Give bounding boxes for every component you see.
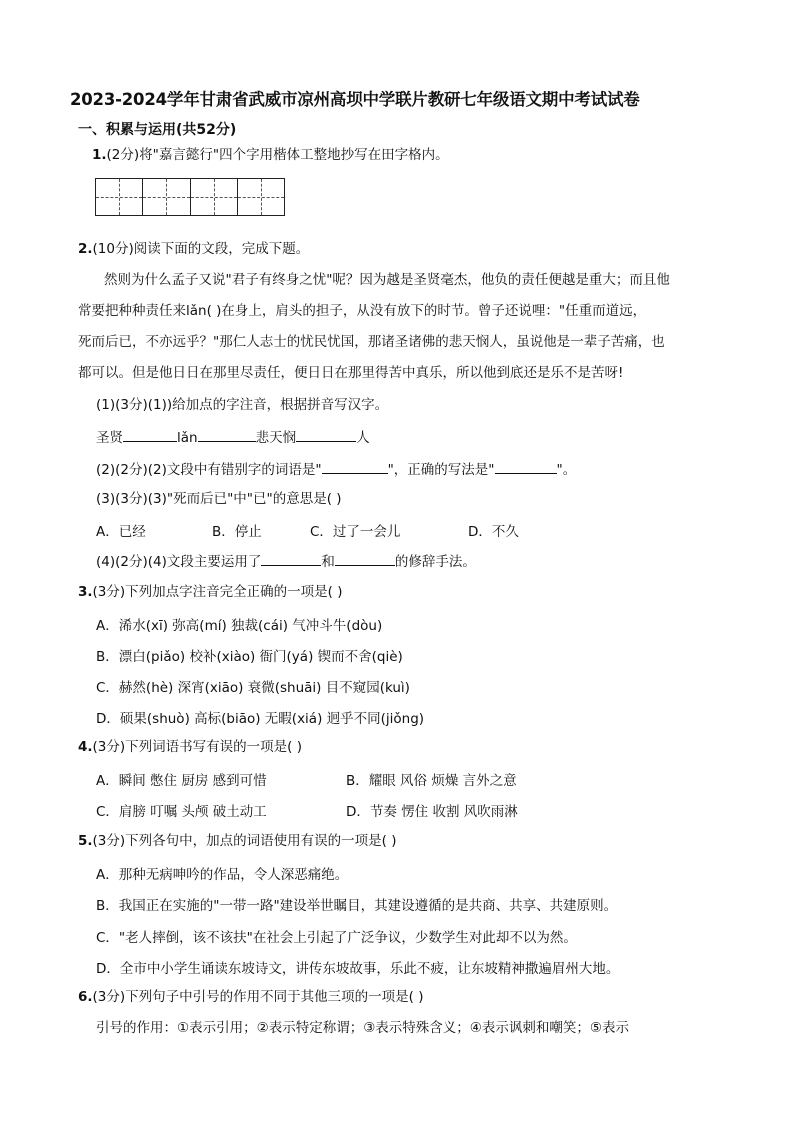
sub-question-2 bbox=[96, 459, 576, 479]
question-4 bbox=[78, 738, 302, 756]
option-a[interactable]: A．已经 bbox=[96, 524, 146, 540]
option-d[interactable]: D．不久 bbox=[468, 524, 519, 540]
question-text: (3分)下列加点字注音完全正确的一项是( ) bbox=[92, 584, 343, 600]
sub-question-3: (3)(3分)(3)"死而后已"中"已"的意思是( ) bbox=[96, 491, 342, 507]
sub-question-1-fill bbox=[96, 427, 370, 447]
sub-question-text: "，正确的写法是" bbox=[387, 462, 495, 478]
fill-word: 人 bbox=[356, 430, 370, 446]
answer-blank[interactable] bbox=[495, 459, 557, 474]
section-heading: 一、积累与运用(共52分) bbox=[78, 122, 237, 138]
option-b[interactable]: B．漂白(piǎo) 校补(xiào) 衙门(yá) 锲而不舍(qiè) bbox=[96, 649, 403, 665]
question-text: (3分)下列词语书写有误的一项是( ) bbox=[92, 739, 302, 755]
grid-cell[interactable] bbox=[191, 179, 238, 215]
question-6 bbox=[78, 988, 423, 1006]
question-number: 5. bbox=[78, 833, 93, 849]
option-c[interactable]: C．"老人摔倒，该不该扶"在社会上引起了广泛争议，少数学生对此却不以为然。 bbox=[96, 930, 577, 946]
question-1 bbox=[92, 146, 449, 164]
grid-cell[interactable] bbox=[96, 179, 143, 215]
question-text: (3分)下列句子中引号的作用不同于其他三项的一项是( ) bbox=[92, 989, 424, 1005]
question-number: 6. bbox=[78, 989, 93, 1005]
fill-word: 圣贤 bbox=[96, 430, 123, 446]
question-5 bbox=[78, 832, 396, 850]
option-c[interactable]: C．肩膀 叮嘱 头颅 破土动工 bbox=[96, 804, 267, 820]
passage-line: 常要把种种责任来lǎn( )在身上，肩头的担子，从没有放下的时节。曾子还说哩："任重而道远， bbox=[78, 303, 647, 319]
sub-question-text: "。 bbox=[556, 462, 577, 478]
question-text: (3分)下列各句中，加点的词语使用有误的一项是( ) bbox=[92, 833, 397, 849]
grid-cell[interactable] bbox=[238, 179, 284, 215]
answer-blank[interactable] bbox=[322, 459, 388, 474]
sub-question-text: 的修辞手法。 bbox=[394, 554, 476, 570]
option-b[interactable]: B．停止 bbox=[212, 524, 262, 540]
option-a[interactable]: A．浠水(xī) 弥高(mí) 独裁(cái) 气冲斗牛(dòu) bbox=[96, 618, 383, 634]
question-number: 1. bbox=[92, 147, 107, 163]
grid-cell[interactable] bbox=[143, 179, 190, 215]
answer-blank[interactable] bbox=[123, 427, 177, 442]
option-b[interactable]: B．耀眼 风俗 烦燥 言外之意 bbox=[346, 773, 517, 789]
passage-line: 都可以。但是他日日在那里尽责任，便日日在那里得苦中真乐，所以他到底还是乐不是苦呀! bbox=[78, 365, 624, 381]
option-a[interactable]: A．瞬间 憋住 厨房 感到可惜 bbox=[96, 773, 267, 789]
option-d[interactable]: D．节奏 愣住 收割 风吹雨淋 bbox=[346, 804, 518, 820]
sub-question-1: (1)(3分)(1))给加点的字注音，根据拼音写汉字。 bbox=[96, 397, 389, 413]
question-6-note: 引号的作用：①表示引用；②表示特定称谓；③表示特殊含义；④表示讽刺和嘲笑；⑤表示 bbox=[96, 1020, 630, 1036]
sub-question-4 bbox=[96, 551, 476, 571]
question-text: (10分)阅读下面的文段，完成下题。 bbox=[92, 241, 310, 257]
answer-blank[interactable] bbox=[261, 551, 321, 566]
passage-line: 死而后已，不亦远乎？"那仁人志士的忧民忧国，那诸圣诸佛的悲天悯人，虽说他是一辈子苦痛，也 bbox=[78, 334, 665, 350]
option-a[interactable]: A．那种无病呻吟的作品，令人深恶痛绝。 bbox=[96, 867, 349, 883]
question-text: (2分)将"嘉言懿行"四个字用楷体工整地抄写在田字格内。 bbox=[106, 147, 449, 163]
passage-line: 然则为什么孟子又说"君子有终身之忧"呢？因为越是圣贤毫杰，他负的责任便越是重大；而且他 bbox=[104, 272, 670, 288]
tianzige-grid[interactable] bbox=[95, 178, 285, 216]
fill-word: lǎn bbox=[177, 430, 198, 446]
option-d[interactable]: D．全市中小学生诵读东坡诗文，讲传东坡故事，乐此不疲，让东坡精神撒遍眉州大地。 bbox=[96, 961, 620, 977]
answer-blank[interactable] bbox=[198, 427, 256, 442]
question-3 bbox=[78, 583, 342, 601]
question-number: 3. bbox=[78, 584, 93, 600]
option-c[interactable]: C．赫然(hè) 深宵(xiāo) 衰微(shuāi) 目不窥园(kuì) bbox=[96, 680, 410, 696]
sub-question-text: 和 bbox=[321, 554, 335, 570]
answer-blank[interactable] bbox=[296, 427, 356, 442]
question-number: 2. bbox=[78, 241, 93, 257]
option-c[interactable]: C．过了一会儿 bbox=[310, 524, 401, 540]
exam-title: 2023-2024学年甘肃省武威市凉州高坝中学联片教研七年级语文期中考试试卷 bbox=[70, 90, 640, 109]
question-number: 4. bbox=[78, 739, 93, 755]
sub-question-text: (4)(2分)(4)文段主要运用了 bbox=[96, 554, 262, 570]
fill-word: 悲天悯 bbox=[255, 430, 297, 446]
option-b[interactable]: B．我国正在实施的"一带一路"建设举世瞩目，其建设遵循的是共商、共享、共建原则。 bbox=[96, 898, 618, 914]
answer-blank[interactable] bbox=[335, 551, 395, 566]
question-2 bbox=[78, 240, 309, 258]
sub-question-text: (2)(2分)(2)文段中有错别字的词语是" bbox=[96, 462, 322, 478]
option-d[interactable]: D．硕果(shuò) 高标(biāo) 无暇(xiá) 迥乎不同(jiǒng) bbox=[96, 711, 425, 727]
